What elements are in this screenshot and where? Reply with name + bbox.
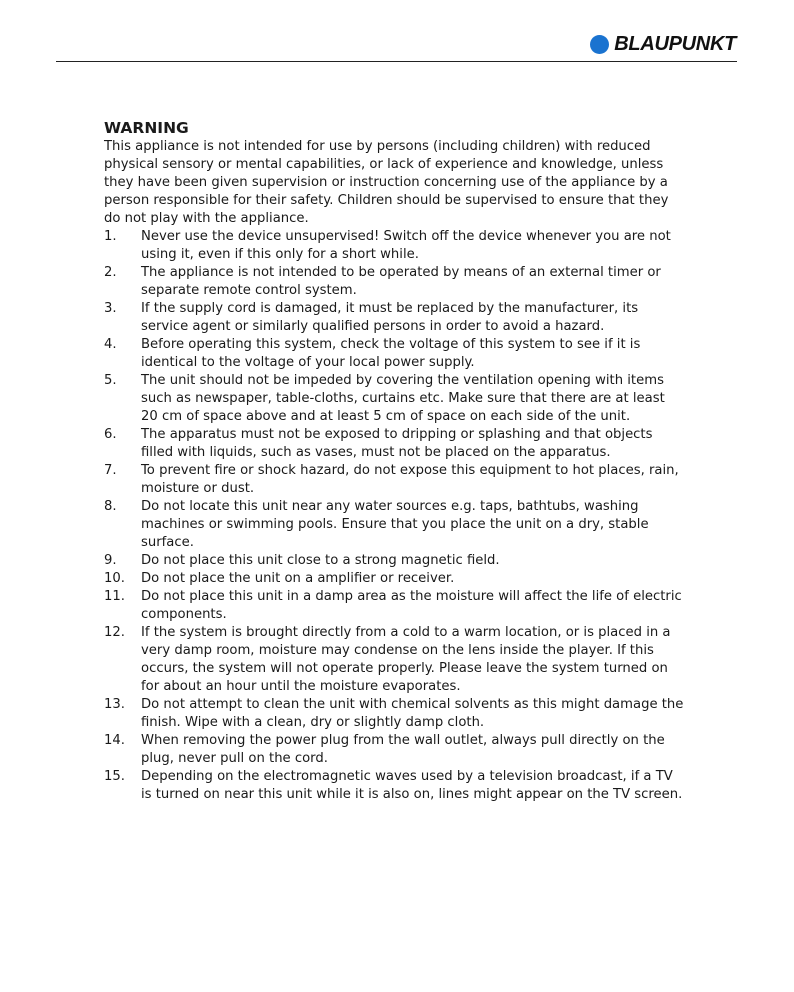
list-item [104, 498, 684, 552]
list-item [104, 624, 684, 696]
list-item-text: The apparatus must not be exposed to dripping or splashing and that objects filled with liquids, such as vases, must not be placed on the apparatus. [141, 427, 653, 460]
list-item-number: 13. [104, 697, 125, 712]
list-item-text: Do not locate this unit near any water sources e.g. taps, bathtubs, washing machines or swimming pools. Ensure that you place the unit on a dry, stable surface. [141, 499, 649, 550]
list-item-number: 3. [104, 301, 117, 316]
brand-name: BLAUPUNKT [614, 33, 736, 55]
list-item [104, 696, 684, 732]
blaupunkt-logo [590, 33, 736, 55]
list-item-text: Before operating this system, check the voltage of this system to see if it is identical to the voltage of your local power supply. [141, 337, 641, 370]
list-item [104, 732, 684, 768]
list-item [104, 372, 684, 426]
list-item-number: 7. [104, 463, 117, 478]
list-item-text: Do not attempt to clean the unit with chemical solvents as this might damage the finish. Wipe with a clean, dry or slightly damp cloth. [141, 697, 684, 730]
list-item-number: 5. [104, 373, 117, 388]
list-item-text: To prevent fire or shock hazard, do not expose this equipment to hot places, rain, moisture or dust. [141, 463, 679, 496]
list-item-number: 8. [104, 499, 117, 514]
warning-title: WARNING [104, 119, 189, 137]
list-item [104, 426, 684, 462]
list-item-number: 9. [104, 553, 117, 568]
list-item-number: 11. [104, 589, 125, 604]
list-item-number: 2. [104, 265, 117, 280]
list-item-text: If the system is brought directly from a cold to a warm location, or is placed in a very damp room, moisture may condense on the lens inside the player. If this occurs, the system will not operate properly. Please leave the system turned on for about an hour until the moisture evaporates. [141, 625, 671, 694]
page-header [0, 0, 794, 62]
list-item-text: When removing the power plug from the wall outlet, always pull directly on the plug, never pull on the cord. [141, 733, 665, 766]
list-item [104, 588, 684, 624]
list-item-text: Do not place this unit in a damp area as the moisture will affect the life of electric components. [141, 589, 682, 622]
list-item-text: Depending on the electromagnetic waves used by a television broadcast, if a TV is turned on near this unit while it is also on, lines might appear on the TV screen. [141, 769, 683, 802]
list-item [104, 552, 684, 570]
list-item-text: If the supply cord is damaged, it must be replaced by the manufacturer, its service agent or similarly qualified persons in order to avoid a hazard. [141, 301, 639, 334]
list-item-number: 1. [104, 229, 117, 244]
list-item-number: 15. [104, 769, 125, 784]
list-item-text: The appliance is not intended to be operated by means of an external timer or separate remote control system. [141, 265, 661, 298]
blaupunkt-dot-icon [590, 35, 609, 54]
list-item-text: Do not place this unit close to a strong magnetic field. [141, 553, 500, 568]
list-item [104, 768, 684, 804]
list-item [104, 300, 684, 336]
warning-list [104, 228, 684, 804]
list-item-text: Never use the device unsupervised! Switch off the device whenever you are not using it, even if this only for a short while. [141, 229, 671, 262]
list-item [104, 228, 684, 264]
list-item-number: 14. [104, 733, 125, 748]
warning-intro: This appliance is not intended for use by persons (including children) with reduced physical sensory or mental capabilities, or lack of experience and knowledge, unless they have been given supervision or instruction concerning use of the appliance by a person responsible for their safety. Children should be supervised to ensure that they do not play with the appliance. [104, 139, 669, 226]
list-item-number: 12. [104, 625, 125, 640]
list-item [104, 264, 684, 300]
list-item-number: 10. [104, 571, 125, 586]
list-item-text: Do not place the unit on a amplifier or receiver. [141, 571, 455, 586]
list-item [104, 570, 684, 588]
list-item [104, 336, 684, 372]
list-item [104, 462, 684, 498]
list-item-text: The unit should not be impeded by covering the ventilation opening with items such as newspaper, table-cloths, curtains etc. Make sure that there are at least 20 cm of space above and at least 5 cm of space on each side of the unit. [141, 373, 665, 424]
list-item-number: 4. [104, 337, 117, 352]
warning-section [104, 118, 684, 804]
list-item-number: 6. [104, 427, 117, 442]
header-divider [56, 61, 737, 62]
